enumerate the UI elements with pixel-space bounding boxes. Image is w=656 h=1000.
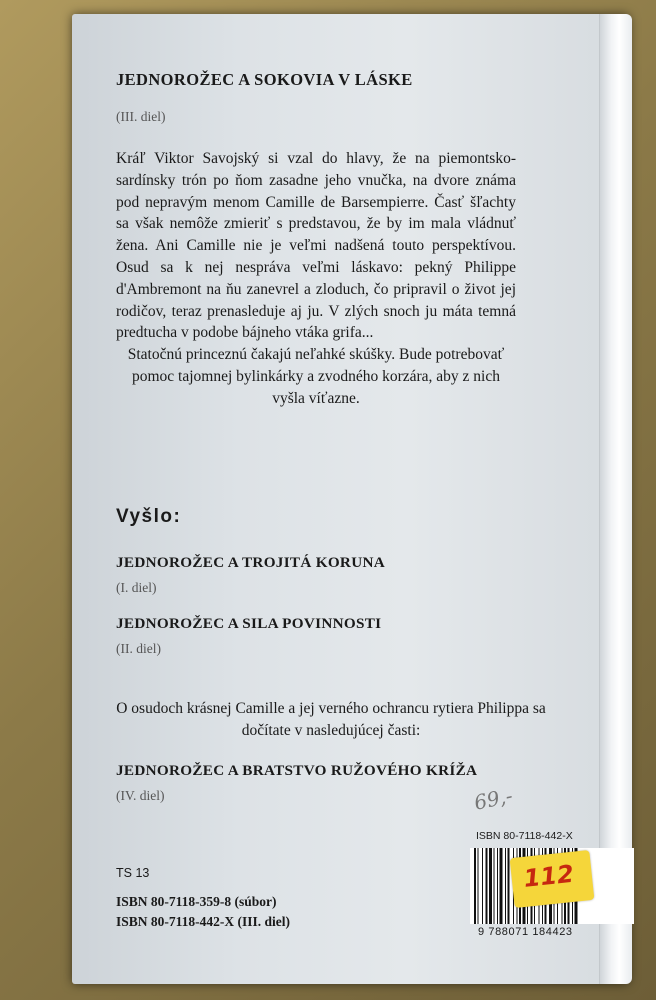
blurb-paragraph-1: Kráľ Viktor Savojský si vzal do hlavy, že na piemontsko-sardínsky trón po ňom zasadne jeho vnučka, na dvore známa pod nepravým menom Camille de Barsempierre. Časť šľachty sa však nemôže zmieriť s predstavou, že by im mala vládnuť žena. Ani Camille nie je veľmi nadšená touto perspektívou. Osud sa k nej nespráva veľmi láskavo: pekný Philippe d'Ambremont na ňu zanevrel a zloduch, čo pripravil o život jej rodičov, teraz prenasleduje aj ju. V zlých snoch ju máta temná predtucha v podobe bájneho vtáka grifa...: [116, 150, 516, 342]
book-back-cover: [72, 14, 630, 984]
price-sticker: [510, 850, 595, 908]
price-sticker-text: 112: [522, 859, 576, 893]
published-part-2: (II. diel): [116, 641, 161, 656]
published-heading: Vyšlo:: [116, 506, 182, 527]
barcode-isbn-label: ISBN 80-7118-442-X: [476, 830, 573, 842]
next-book-part: (IV. diel): [116, 788, 165, 803]
next-part-note: O osudoch krásnej Camille a jej verného ochrancu rytiera Philippa sa dočítate v nasledujúcej časti:: [116, 700, 546, 739]
blurb: [116, 148, 516, 410]
series-code: TS 13: [116, 866, 150, 880]
published-title-1: JEDNOROŽEC A TROJITÁ KORUNA: [116, 554, 385, 571]
handwritten-price: 69,-: [471, 783, 515, 815]
published-part-1: (I. diel): [116, 580, 157, 595]
main-subtitle: (III. diel): [116, 109, 166, 124]
isbn-volume: ISBN 80-7118-442-X (III. diel): [116, 914, 291, 929]
published-title-2: JEDNOROŽEC A SILA POVINNOSTI: [116, 615, 382, 632]
blurb-paragraph-2: Statočnú princeznú čakajú neľahké skúšky. Bude potrebovať pomoc tajomnej bylinkárky a zvodného korzára, aby z nich vyšla víťazne.: [127, 346, 505, 407]
barcode-ean: 9 788071 184423: [478, 926, 573, 938]
main-title: JEDNOROŽEC A SOKOVIA V LÁSKE: [116, 70, 413, 89]
isbn-set: ISBN 80-7118-359-8 (súbor): [116, 894, 277, 909]
next-book-title: JEDNOROŽEC A BRATSTVO RUŽOVÉHO KRÍŽA: [116, 762, 478, 779]
